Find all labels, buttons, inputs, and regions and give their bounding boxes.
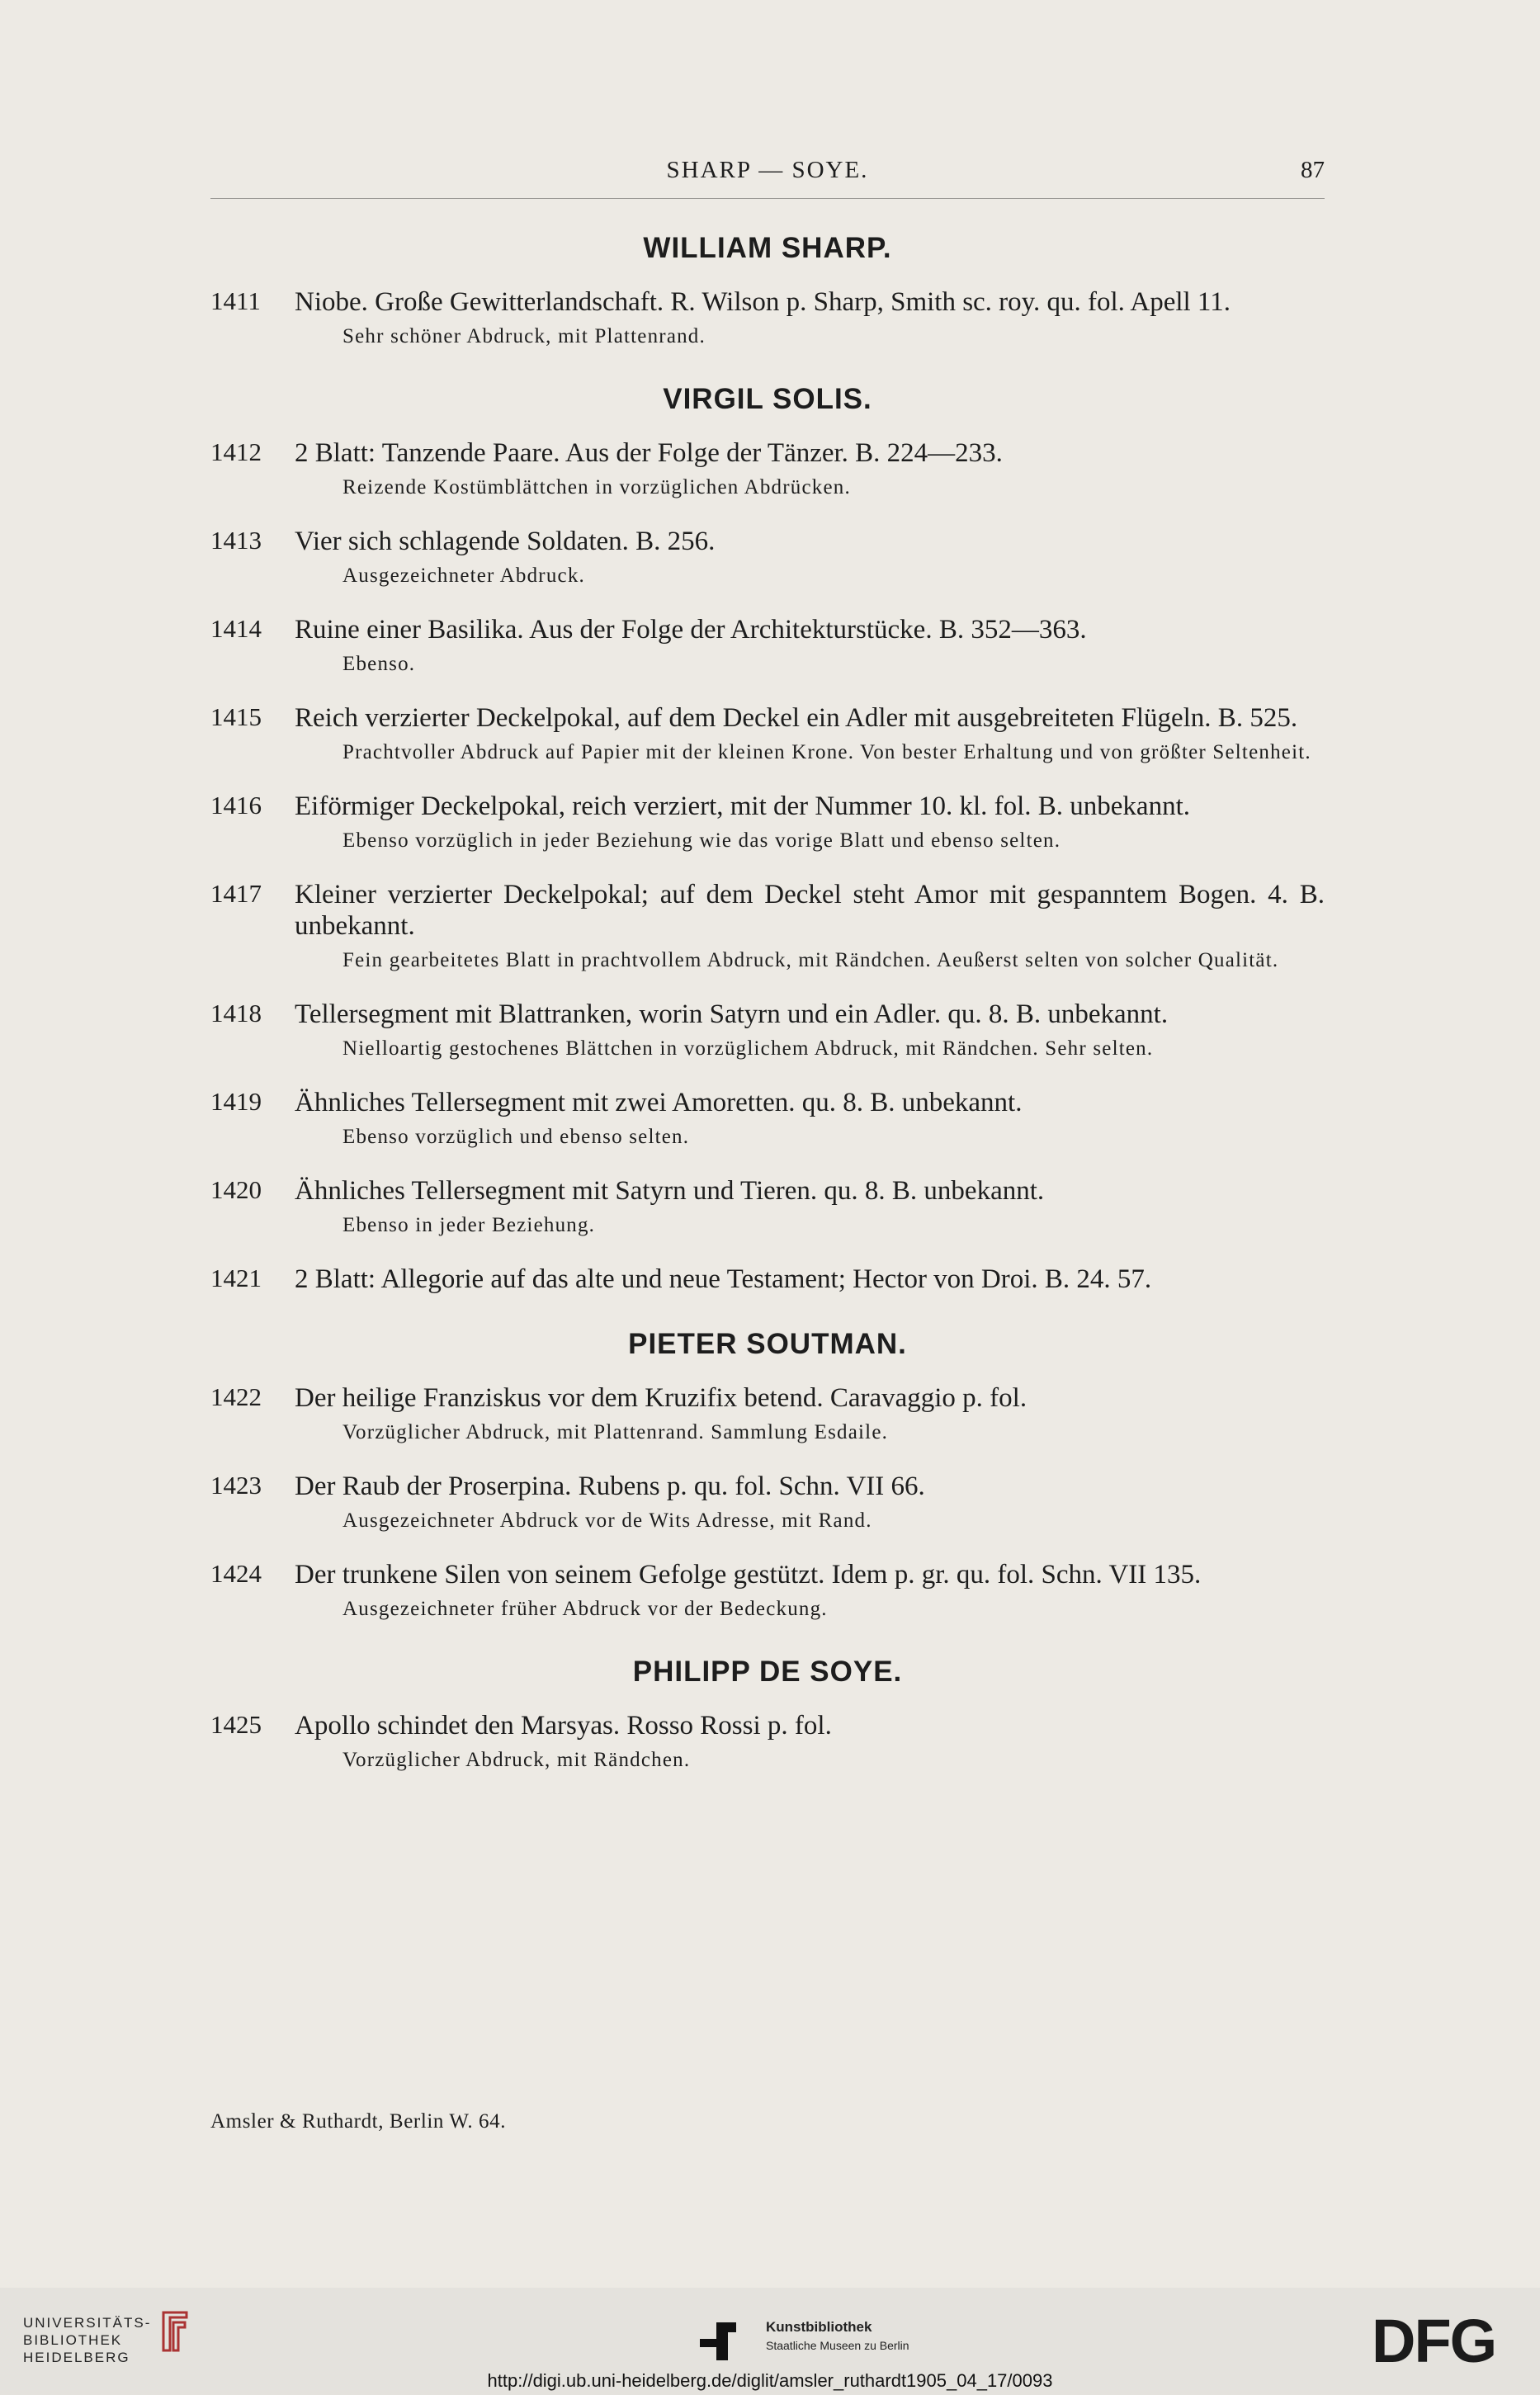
entry-note: Ebenso vorzüglich in jeder Beziehung wie das vorige Blatt und ebenso selten. [342, 829, 1061, 852]
entry-number: 1413 [210, 526, 262, 555]
entry-note: Fein gearbeitetes Blatt in prachtvollem Abdruck, mit Rändchen. Aeußerst selten von solcher Qualität. [342, 949, 1279, 971]
entry-number: 1416 [210, 791, 262, 820]
entry-note: Vorzüglicher Abdruck, mit Plattenrand. Sammlung Esdaile. [342, 1421, 889, 1443]
entry-note: Vorzüglicher Abdruck, mit Rändchen. [342, 1749, 691, 1771]
document-url-link[interactable]: http://digi.ub.uni-heidelberg.de/diglit/amsler_ruthardt1905_04_17/0093 [487, 2370, 1053, 2391]
entry-number: 1420 [210, 1175, 262, 1204]
catalog-entry [210, 1175, 1325, 1239]
entry-number: 1425 [210, 1710, 262, 1739]
entry-note: Ebenso in jeder Beziehung. [342, 1214, 596, 1236]
entry-number: 1417 [210, 879, 262, 908]
catalog-entry [210, 1471, 1325, 1534]
ub-logo-line: UNIVERSITÄTS- [23, 2315, 152, 2331]
catalog-entry [210, 1710, 1325, 1774]
catalog-entry [210, 791, 1325, 854]
ub-heidelberg-mark-icon [157, 2306, 193, 2357]
entry-number: 1422 [210, 1382, 262, 1411]
entry-number: 1415 [210, 702, 262, 731]
entry-number: 1423 [210, 1471, 262, 1500]
entry-note: Ausgezeichneter früher Abdruck vor der Bedeckung. [342, 1598, 828, 1620]
catalog-entry [210, 614, 1325, 678]
entry-number: 1421 [210, 1264, 262, 1292]
entry-note: Prachtvoller Abdruck auf Papier mit der kleinen Krone. Von bester Erhaltung und von größter Seltenheit. [342, 741, 1311, 763]
page-number: 87 [1301, 157, 1325, 183]
entry-note: Reizende Kostümblättchen in vorzüglichen Abdrücken. [342, 476, 851, 498]
entry-note: Sehr schöner Abdruck, mit Plattenrand. [342, 325, 706, 347]
entry-description: 2 Blatt: Tanzende Paare. Aus der Folge der Tänzer. B. 224—233. [295, 438, 1003, 468]
entry-number: 1424 [210, 1559, 262, 1588]
catalog-entry [210, 526, 1325, 589]
entry-description: Der trunkene Silen von seinem Gefolge gestützt. Idem p. gr. qu. fol. Schn. VII 135. [295, 1560, 1202, 1590]
viewer-footer-bar [0, 2288, 1540, 2395]
catalog-entry [210, 1559, 1325, 1623]
catalog-entry [210, 437, 1325, 501]
entry-note: Ebenso. [342, 653, 416, 675]
entry-description: Eiförmiger Deckelpokal, reich verziert, mit der Nummer 10. kl. fol. B. unbekannt. [295, 791, 1190, 821]
catalog-entry [210, 879, 1325, 974]
entry-number: 1414 [210, 614, 262, 643]
entry-description: Niobe. Große Gewitterlandschaft. R. Wilson p. Sharp, Smith sc. roy. qu. fol. Apell 11. [295, 287, 1231, 317]
running-head-title: SHARP — SOYE. [666, 157, 869, 183]
ub-heidelberg-logo[interactable] [23, 2314, 151, 2366]
catalog-entry [210, 1264, 1325, 1295]
ub-logo-line: BIBLIOTHEK [23, 2332, 123, 2348]
kunstbibliothek-text[interactable] [766, 2319, 909, 2352]
entry-number: 1419 [210, 1087, 262, 1116]
section-heading: VIRGIL SOLIS. [663, 383, 872, 415]
section-heading: WILLIAM SHARP. [643, 232, 892, 264]
kunstbibliothek-logo-icon [700, 2322, 749, 2360]
entry-description: Kleiner verzierter Deckelpokal; auf dem Deckel steht Amor mit gespanntem Bogen. 4. B. unbekannt. [295, 880, 1325, 941]
section-heading: PIETER SOUTMAN. [628, 1328, 907, 1360]
publisher-imprint: Amsler & Ruthardt, Berlin W. 64. [210, 2110, 507, 2133]
catalog-sections [210, 232, 1325, 1774]
entry-number: 1418 [210, 999, 262, 1027]
running-head [210, 149, 1325, 199]
entry-description: 2 Blatt: Allegorie auf das alte und neue Testament; Hector von Droi. B. 24. 57. [295, 1264, 1152, 1294]
entry-number: 1412 [210, 437, 262, 466]
entry-description: Der heilige Franziskus vor dem Kruzifix betend. Caravaggio p. fol. [295, 1383, 1027, 1413]
dfg-logo[interactable]: DFG [1372, 2307, 1496, 2375]
section-heading: PHILIPP DE SOYE. [632, 1656, 903, 1688]
catalog-entry [210, 702, 1325, 766]
entry-description: Apollo schindet den Marsyas. Rosso Rossi p. fol. [295, 1711, 832, 1741]
entry-description: Ähnliches Tellersegment mit Satyrn und Tieren. qu. 8. B. unbekannt. [295, 1176, 1045, 1206]
page-content [210, 149, 1325, 1798]
entry-note: Nielloartig gestochenes Blättchen in vorzüglichem Abdruck, mit Rändchen. Sehr selten. [342, 1037, 1154, 1060]
entry-description: Tellersegment mit Blattranken, worin Satyrn und ein Adler. qu. 8. B. unbekannt. [295, 999, 1169, 1029]
catalog-entry [210, 286, 1325, 350]
catalog-entry [210, 1087, 1325, 1150]
entry-description: Vier sich schlagende Soldaten. B. 256. [295, 527, 716, 556]
entry-note: Ausgezeichneter Abdruck. [342, 565, 585, 587]
entry-number: 1411 [210, 286, 261, 315]
ub-logo-line: HEIDELBERG [23, 2350, 130, 2365]
entry-note: Ebenso vorzüglich und ebenso selten. [342, 1126, 690, 1148]
entry-description: Der Raub der Proserpina. Rubens p. qu. fol. Schn. VII 66. [295, 1471, 925, 1501]
catalog-entry [210, 999, 1325, 1062]
entry-note: Ausgezeichneter Abdruck vor de Wits Adresse, mit Rand. [342, 1509, 872, 1532]
kunstbibliothek-subtitle: Staatliche Museen zu Berlin [766, 2339, 909, 2352]
catalog-entry [210, 1382, 1325, 1446]
entry-description: Ähnliches Tellersegment mit zwei Amoretten. qu. 8. B. unbekannt. [295, 1088, 1023, 1117]
entry-description: Reich verzierter Deckelpokal, auf dem Deckel ein Adler mit ausgebreiteten Flügeln. B. 525. [295, 703, 1298, 733]
kunstbibliothek-name: Kunstbibliothek [766, 2319, 872, 2335]
entry-description: Ruine einer Basilika. Aus der Folge der Architekturstücke. B. 352—363. [295, 615, 1087, 645]
